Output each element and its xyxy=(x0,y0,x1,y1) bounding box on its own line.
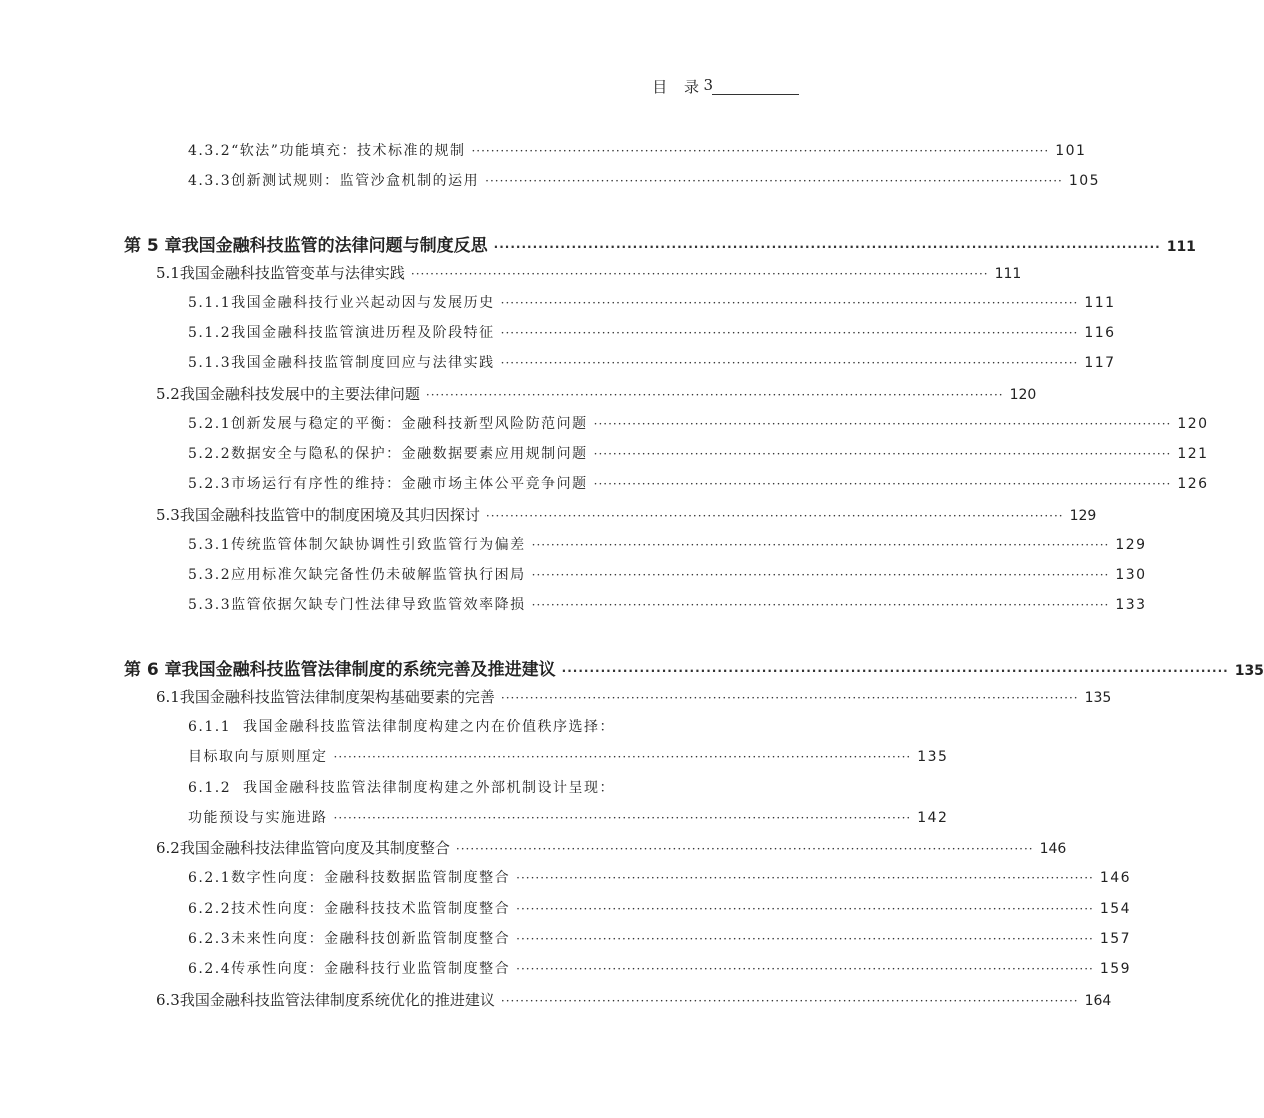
toc-entry-page: 111 xyxy=(1166,239,1196,255)
toc-entry xyxy=(188,594,1147,614)
toc-entry xyxy=(124,655,1264,680)
toc-entry-title: 创新测试规则：监管沙盒机制的运用 xyxy=(231,173,480,189)
toc-entry-page: 154 xyxy=(1099,901,1132,917)
toc-entry-title: 创新发展与稳定的平衡：金融科技新型风险防范问题 xyxy=(231,416,588,432)
toc-leader-dots: ························································································································ xyxy=(333,750,912,764)
toc-entry xyxy=(188,807,949,827)
toc-leader-dots: ························································································································ xyxy=(471,144,1050,158)
toc-entry xyxy=(188,170,1101,190)
toc-entry xyxy=(188,958,1132,978)
toc-entry-number: 6.3 xyxy=(156,991,180,1009)
toc-entry xyxy=(188,898,1132,918)
toc-entry xyxy=(188,413,1209,433)
toc-leader-dots: ························································································································ xyxy=(531,538,1110,552)
toc-entry xyxy=(188,322,1116,342)
toc-leader-dots: ························································································································ xyxy=(593,477,1172,491)
toc-entry xyxy=(188,140,1087,160)
toc-entry-number: 6.1.2 xyxy=(188,780,232,796)
toc-entry-number: 6.2.4 xyxy=(188,961,232,977)
toc-entry-page: 164 xyxy=(1084,993,1112,1009)
toc-entry-title: 我国金融科技监管中的制度困境及其归因探讨 xyxy=(179,506,480,524)
toc-leader-dots: ························································································································ xyxy=(485,509,1064,523)
toc-entry-number: 5.1.1 xyxy=(188,295,232,311)
toc-entry-title: 我国金融科技监管法律制度的系统完善及推进建议 xyxy=(181,660,556,680)
toc-entry-title: 我国金融科技监管法律制度构建之内在价值秩序选择： xyxy=(243,719,615,735)
toc-entry xyxy=(188,443,1209,463)
toc-entry-page: 120 xyxy=(1009,387,1037,403)
toc-entry-number: 6.1.1 xyxy=(188,719,232,735)
toc-leader-dots: ························································································································ xyxy=(493,240,1161,254)
toc-entry-number: 5.3.3 xyxy=(188,597,232,613)
toc-leader-dots: ························································································································ xyxy=(410,267,989,281)
toc-leader-dots: ························································································································ xyxy=(333,811,912,825)
toc-entry-number: 5.1.2 xyxy=(188,325,232,341)
toc-entry-title: 我国金融科技发展中的主要法律问题 xyxy=(179,385,420,403)
toc-entry xyxy=(188,564,1147,584)
toc-entry-number: 4.3.2 xyxy=(188,143,232,159)
toc-entry-page: 120 xyxy=(1177,416,1209,432)
toc-entry xyxy=(188,928,1132,948)
toc-entry-title: “软法”功能填充：技术标准的规制 xyxy=(231,143,466,159)
toc-entry-title: 应用标准欠缺完备性仍未破解监管执行困局 xyxy=(231,567,526,583)
toc-entry-title: 目标取向与原则厘定 xyxy=(188,749,328,765)
toc-entry xyxy=(188,352,1116,372)
toc-leader-dots: ························································································································ xyxy=(561,664,1229,678)
toc-entry-title: 数据安全与隐私的保护：金融数据要素应用规制问题 xyxy=(231,446,588,462)
running-header xyxy=(0,76,799,96)
toc-leader-dots: ························································································································ xyxy=(516,962,1094,976)
toc-entry-title: 监管依据欠缺专门性法律导致监管效率降损 xyxy=(231,597,526,613)
toc-leader-dots: ························································································································ xyxy=(531,568,1110,582)
toc-entry-title: 传统监管体制欠缺协调性引致监管行为偏差 xyxy=(231,537,526,553)
toc-entry xyxy=(188,777,691,797)
toc-entry-page: 130 xyxy=(1115,567,1147,583)
toc-leader-dots: ························································································································ xyxy=(425,388,1004,402)
toc-entry-number: 6.2 xyxy=(156,839,180,857)
toc-entry-page: 133 xyxy=(1115,597,1147,613)
toc-leader-dots: ························································································································ xyxy=(500,326,1079,340)
toc-entry xyxy=(156,686,1112,707)
toc-entry xyxy=(156,504,1097,525)
toc-entry-number: 6.1 xyxy=(156,688,180,706)
header-rule xyxy=(712,94,799,95)
toc-entry-title: 我国金融科技监管的法律问题与制度反思 xyxy=(181,236,488,256)
toc-entry-page: 126 xyxy=(1177,476,1209,492)
toc-entry xyxy=(188,867,1132,887)
toc-entry-number: 第 5 章 xyxy=(124,236,182,256)
toc-entry-number: 5.3 xyxy=(156,506,180,524)
toc-entry xyxy=(156,989,1112,1010)
toc-leader-dots: ························································································································ xyxy=(485,174,1063,188)
toc-entry-title: 我国金融科技监管变革与法律实践 xyxy=(179,264,405,282)
toc-entry-page: 129 xyxy=(1069,508,1097,524)
toc-entry-page: 101 xyxy=(1055,143,1087,159)
toc-leader-dots: ························································································································ xyxy=(593,417,1172,431)
toc-entry xyxy=(188,716,691,736)
toc-entry-page: 146 xyxy=(1039,841,1067,857)
toc-entry-title: 技术性向度：金融科技技术监管制度整合 xyxy=(231,901,511,917)
toc-entry-page: 117 xyxy=(1084,355,1116,371)
toc-entry-number: 第 6 章 xyxy=(124,660,182,680)
toc-entry-page: 159 xyxy=(1099,961,1132,977)
toc-entry xyxy=(156,837,1067,858)
toc-leader-dots: ························································································································ xyxy=(516,902,1094,916)
toc-leader-dots: ························································································································ xyxy=(593,447,1172,461)
toc-entry-page: 135 xyxy=(917,749,949,765)
toc-entry-number: 4.3.3 xyxy=(188,173,232,189)
toc-entry-title: 我国金融科技监管法律制度构建之外部机制设计呈现： xyxy=(243,780,615,796)
toc-leader-dots: ························································································································ xyxy=(531,598,1110,612)
toc-entry-number: 5.2 xyxy=(156,385,180,403)
toc-leader-dots: ························································································································ xyxy=(500,296,1079,310)
toc-leader-dots: ························································································································ xyxy=(455,842,1034,856)
toc-leader-dots: ························································································································ xyxy=(500,994,1079,1008)
toc-entry-number: 6.2.3 xyxy=(188,931,232,947)
toc-leader-dots: ························································································································ xyxy=(500,691,1079,705)
toc-entry-number: 6.2.2 xyxy=(188,901,232,917)
toc-entry-page: 157 xyxy=(1099,931,1132,947)
toc-entry-title: 市场运行有序性的维持：金融市场主体公平竞争问题 xyxy=(231,476,588,492)
toc-entry xyxy=(124,231,1196,256)
toc-entry-title: 我国金融科技监管制度回应与法律实践 xyxy=(231,355,495,371)
header-label: 目 录 xyxy=(652,78,705,96)
toc-entry-page: 116 xyxy=(1084,325,1116,341)
toc-entry-number: 5.3.2 xyxy=(188,567,232,583)
toc-entry xyxy=(156,383,1037,404)
toc-entry-page: 142 xyxy=(917,810,949,826)
toc-entry-number: 5.2.2 xyxy=(188,446,232,462)
toc-entry-page: 111 xyxy=(1084,295,1116,311)
toc-entry-title: 我国金融科技监管法律制度架构基础要素的完善 xyxy=(179,688,495,706)
toc-entry xyxy=(188,292,1116,312)
toc-entry-title: 数字性向度：金融科技数据监管制度整合 xyxy=(231,870,511,886)
toc-leader-dots: ························································································································ xyxy=(516,871,1094,885)
toc-entry-number: 6.2.1 xyxy=(188,870,232,886)
toc-entry-number: 5.1 xyxy=(156,264,180,282)
toc-entry-title: 我国金融科技行业兴起动因与发展历史 xyxy=(231,295,495,311)
toc-entry-page: 111 xyxy=(994,266,1022,282)
toc-entry xyxy=(188,473,1209,493)
toc-entry-title: 我国金融科技法律监管向度及其制度整合 xyxy=(179,839,450,857)
toc-entry xyxy=(156,262,1022,283)
toc-entry-page: 135 xyxy=(1084,690,1112,706)
toc-entry-number: 5.3.1 xyxy=(188,537,232,553)
toc-entry-title: 功能预设与实施进路 xyxy=(188,810,328,826)
header-page-number: 3 xyxy=(703,76,713,94)
toc-entry-number: 5.1.3 xyxy=(188,355,232,371)
toc-entry-page: 129 xyxy=(1115,537,1147,553)
toc-entry-page: 121 xyxy=(1177,446,1209,462)
toc-entry-title: 传承性向度：金融科技行业监管制度整合 xyxy=(231,961,511,977)
toc-entry-title: 我国金融科技监管法律制度系统优化的推进建议 xyxy=(179,991,495,1009)
toc-entry-number: 5.2.1 xyxy=(188,416,232,432)
toc-entry xyxy=(188,746,949,766)
toc-entry-page: 105 xyxy=(1068,173,1101,189)
toc-entry xyxy=(188,534,1147,554)
toc-leader-dots: ························································································································ xyxy=(500,356,1079,370)
toc-entry-number: 5.2.3 xyxy=(188,476,232,492)
toc-leader-dots: ························································································································ xyxy=(516,932,1094,946)
toc-entry-title: 我国金融科技监管演进历程及阶段特征 xyxy=(231,325,495,341)
toc-entry-title: 未来性向度：金融科技创新监管制度整合 xyxy=(231,931,511,947)
toc-entry-page: 135 xyxy=(1234,663,1264,679)
toc-entry-page: 146 xyxy=(1099,870,1132,886)
